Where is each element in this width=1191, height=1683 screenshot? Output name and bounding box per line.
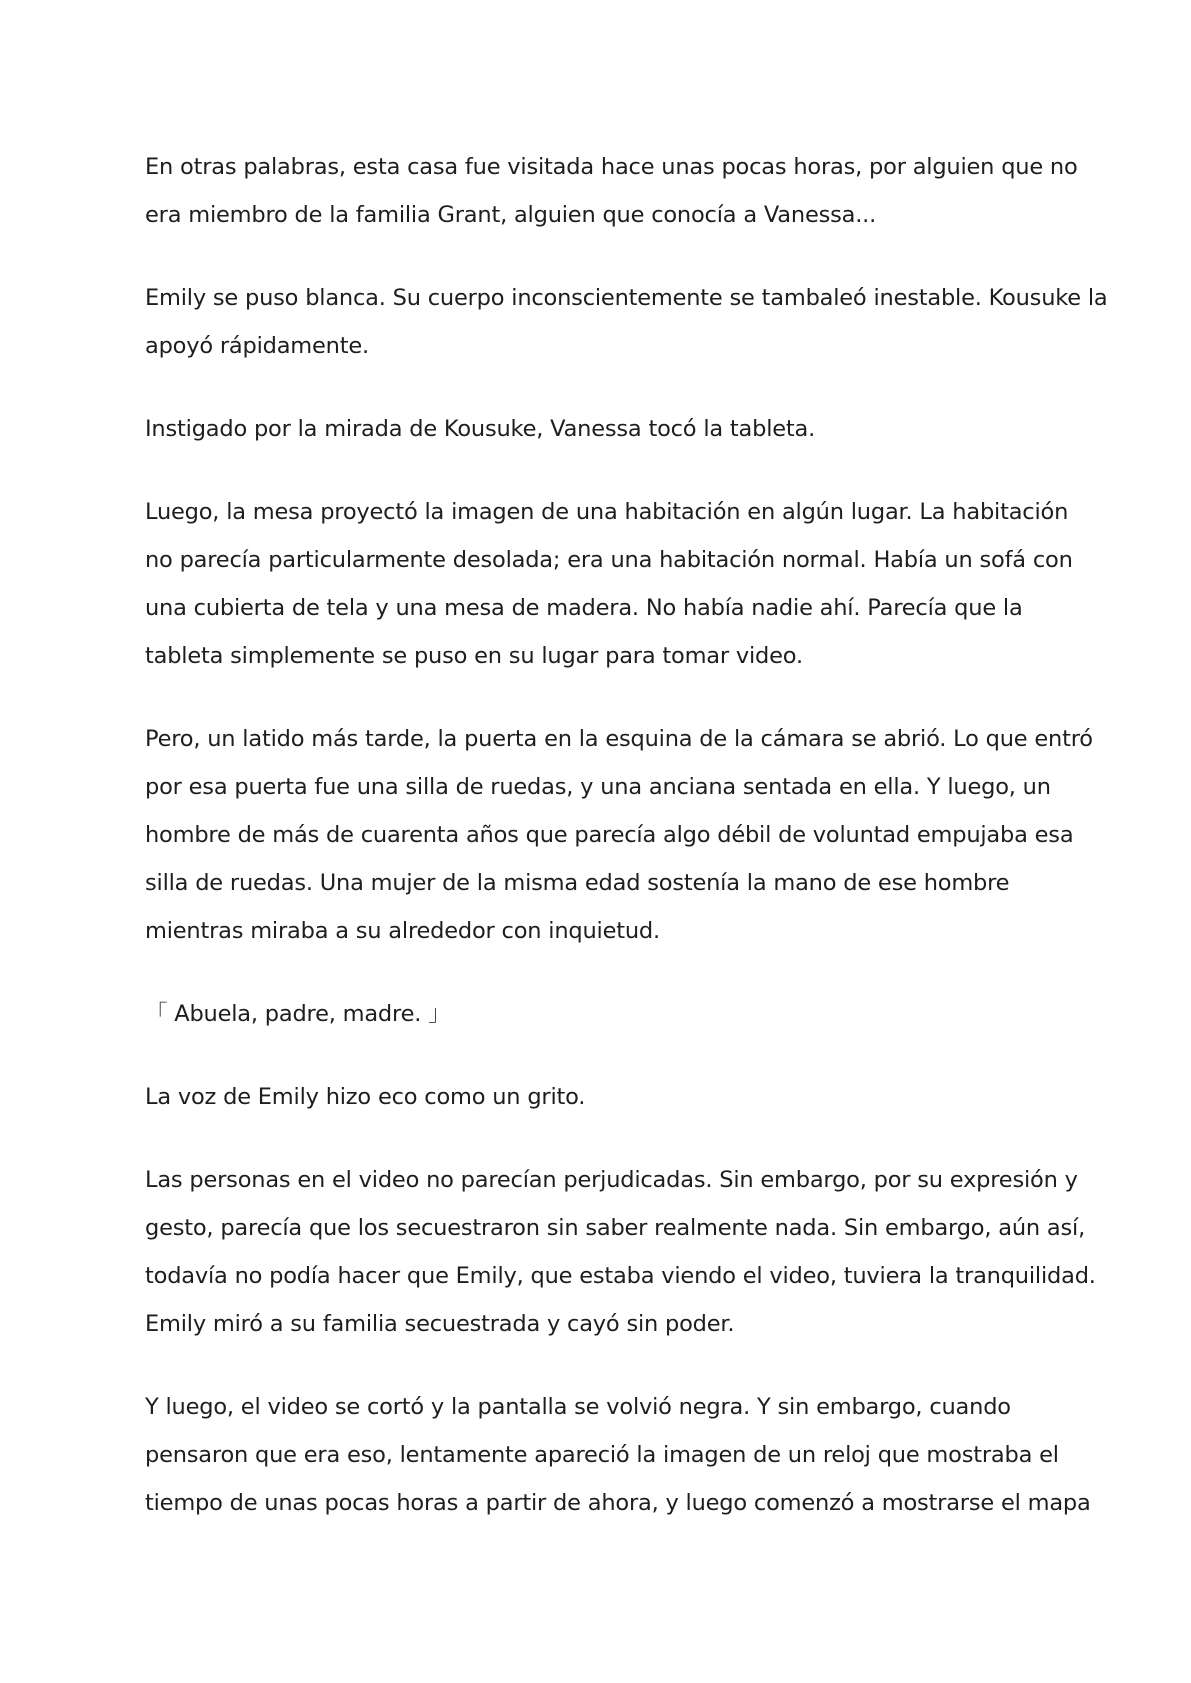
text-line: Las personas en el video no parecían perjudicadas. Sin embargo, por su expresión y bbox=[145, 1167, 1078, 1193]
text-line: La voz de Emily hizo eco como un grito. bbox=[145, 1084, 586, 1110]
paragraph bbox=[145, 990, 1065, 1038]
text-line: tiempo de unas pocas horas a partir de ahora, y luego comenzó a mostrarse el mapa bbox=[145, 1490, 1091, 1516]
paragraph bbox=[145, 143, 1078, 239]
paragraph bbox=[145, 1383, 1091, 1527]
text-line: En otras palabras, esta casa fue visitada hace unas pocas horas, por alguien que no bbox=[145, 154, 1078, 180]
paragraph bbox=[145, 715, 1093, 955]
paragraph bbox=[145, 488, 1073, 680]
document-body bbox=[145, 143, 1108, 1562]
text-line: pensaron que era eso, lentamente apareció la imagen de un reloj que mostraba el bbox=[145, 1442, 1059, 1468]
text-line: Emily miró a su familia secuestrada y cayó sin poder. bbox=[145, 1311, 735, 1337]
text-line: todavía no podía hacer que Emily, que estaba viendo el video, tuviera la tranquilidad. bbox=[145, 1263, 1096, 1289]
text-line: no parecía particularmente desolada; era una habitación normal. Había un sofá con bbox=[145, 547, 1073, 573]
paragraph bbox=[145, 274, 1108, 370]
paragraph bbox=[145, 1156, 1096, 1348]
text-line: una cubierta de tela y una mesa de madera. No había nadie ahí. Parecía que la bbox=[145, 595, 1023, 621]
text-line: mientras miraba a su alrededor con inquietud. bbox=[145, 918, 660, 944]
text-line: Luego, la mesa proyectó la imagen de una habitación en algún lugar. La habitación bbox=[145, 499, 1069, 525]
text-line: tableta simplemente se puso en su lugar para tomar video. bbox=[145, 643, 803, 669]
paragraph bbox=[145, 405, 1065, 453]
text-line: Pero, un latido más tarde, la puerta en la esquina de la cámara se abrió. Lo que entró bbox=[145, 726, 1093, 752]
text-line: apoyó rápidamente. bbox=[145, 333, 369, 359]
text-line: Emily se puso blanca. Su cuerpo inconscientemente se tambaleó inestable. Kousuke la bbox=[145, 285, 1108, 311]
text-line: silla de ruedas. Una mujer de la misma edad sostenía la mano de ese hombre bbox=[145, 870, 1010, 896]
text-line: hombre de más de cuarenta años que parecía algo débil de voluntad empujaba esa bbox=[145, 822, 1074, 848]
paragraph bbox=[145, 1073, 1065, 1121]
text-line: gesto, parecía que los secuestraron sin saber realmente nada. Sin embargo, aún así, bbox=[145, 1215, 1086, 1241]
text-line: Instigado por la mirada de Kousuke, Vanessa tocó la tableta. bbox=[145, 416, 816, 442]
text-line: por esa puerta fue una silla de ruedas, y una anciana sentada en ella. Y luego, un bbox=[145, 774, 1051, 800]
text-line: era miembro de la familia Grant, alguien que conocía a Vanessa... bbox=[145, 202, 877, 228]
text-line: 「 Abuela, padre, madre. 」 bbox=[145, 1001, 451, 1027]
text-line: Y luego, el video se cortó y la pantalla se volvió negra. Y sin embargo, cuando bbox=[145, 1394, 1011, 1420]
